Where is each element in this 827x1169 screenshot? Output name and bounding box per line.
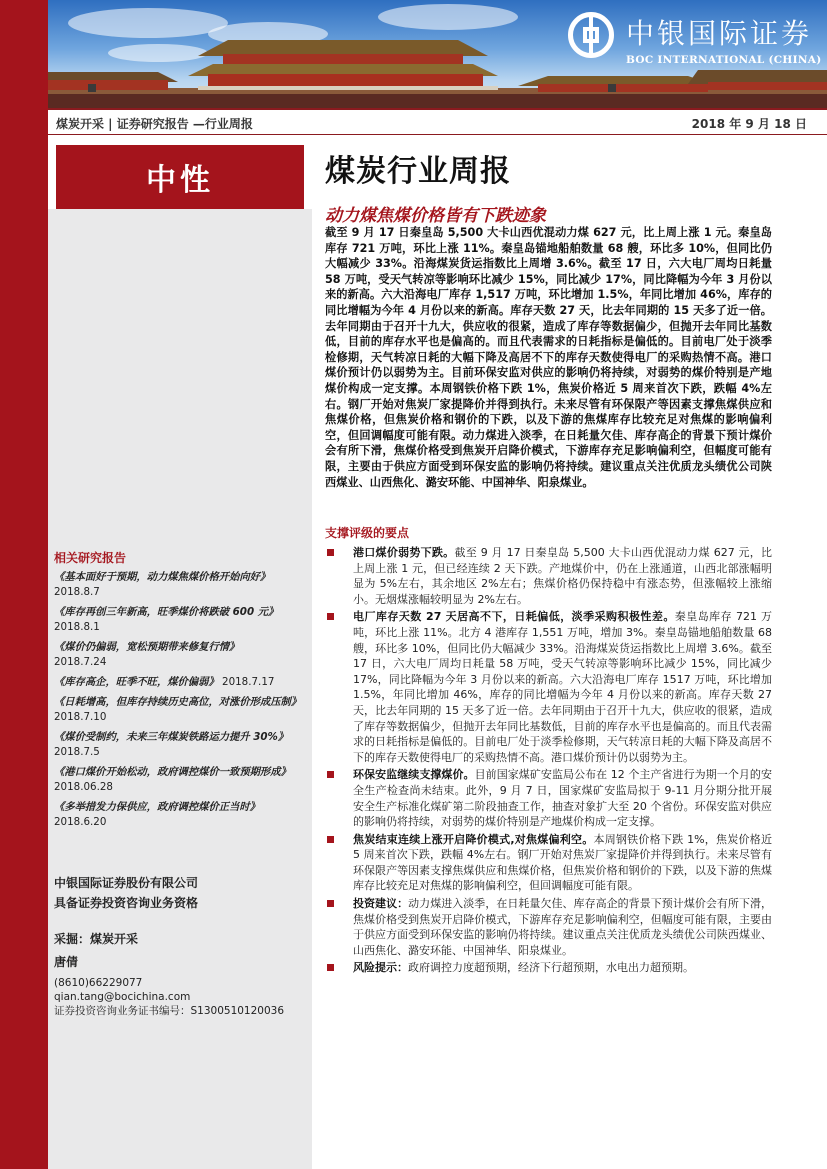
left-accent-bar [0, 0, 48, 1169]
key-point-text: 动力煤进入淡季，在日耗量欠佳、库存高企的背景下预计煤价会有所下滑，焦煤价格受到焦炭开启降价模式，下游库存充足影响偏利空，但幅度可能有限，主要由于供应方面受到环保安监的影响仍将持续。建议重点关注优质龙头绩优公司陕西煤业、山西焦化、潞安环能、中国神华、阳泉煤业。 [353, 897, 773, 957]
analyst-name: 唐倩 [54, 955, 79, 969]
bullet-square-icon [327, 836, 334, 843]
related-reports-heading: 相关研究报告 [54, 551, 127, 565]
bullet-square-icon [327, 549, 334, 556]
bullet-square-icon [327, 771, 334, 778]
brand-logo [568, 10, 827, 72]
key-point [325, 609, 772, 765]
company-name: 中银国际证券股份有限公司 [54, 876, 199, 890]
brand-name-cn: 中银国际证券 [626, 17, 813, 50]
rating-badge [56, 145, 304, 209]
key-point-text: 秦皇岛库存 721 万吨，环比上涨 11%。北方 4 港库存 1,551 万吨，增加 3%。秦皇岛锚地船舶数量 68 艘，环比多 10%，但同比仍大幅减少 33%。沿海煤炭货运指数比上周增 3.6%。截至 17 日，六大电厂周均日耗量 58 万吨，受天气转凉等影响环比减少 15%，同比减少 17%，同比降幅为今年 3 月份以来的新高。六大沿海电厂库存 1517 万吨，环比增加 1.5%，年同比增加 46%，库存的同比增幅为今年 4 月份以来的新高。库存天数 27 天，比去年同期的 15 天多了近一倍。去年同期由于召开十九大，供应收的很紧，造成了库存等数据偏少，但抛开去年同比基数低，目前的库存水平也是偏高的。而且代表需求的日耗指标是偏低的。目前电厂处于淡季检修期，天气转凉日耗的大幅下降及高居不下的库存天数使得电厂的采购热情不高。港口煤价预计仍以弱势为主。 [353, 610, 772, 764]
report-category: 煤炭开采 | 证券研究报告 —行业周报 [56, 117, 253, 131]
key-point [325, 960, 772, 976]
related-report-date: 2018.8.7 [54, 586, 100, 598]
company-qualification: 具备证券投资咨询业务资格 [54, 896, 199, 910]
analyst-email[interactable]: qian.tang@bocichina.com [54, 991, 191, 1003]
section-heading: 支撑评级的要点 [325, 526, 410, 540]
related-report-date: 2018.7.17 [222, 676, 275, 688]
related-report-item[interactable] [54, 640, 308, 670]
key-point-lead: 电厂库存天数 27 天居高不下，日耗偏低，淡季采购积极性差。 [353, 610, 675, 624]
related-report-title: 《基本面好于预期，动力煤焦煤价格开始向好》 [54, 571, 271, 583]
related-report-date: 2018.6.20 [54, 816, 107, 828]
boc-logo-icon [568, 12, 614, 58]
key-point [325, 767, 772, 829]
key-point-text: 政府调控力度超预期，经济下行超预期，水电出力超预期。 [408, 961, 694, 975]
company-info [54, 873, 198, 913]
key-point-lead: 环保安监继续支撑煤价。 [353, 768, 475, 782]
analyst-license: 证券投资咨询业务证书编号：S1300510120036 [54, 1005, 285, 1017]
related-report-item[interactable] [54, 730, 308, 760]
related-report-item[interactable] [54, 570, 308, 600]
related-report-title: 《煤价仍偏弱，宽松预期带来修复行情》 [54, 641, 240, 653]
related-reports [54, 549, 308, 835]
related-report-date: 2018.8.1 [54, 621, 100, 633]
key-point-lead: 焦炭结束连续上涨开启降价模式,对焦煤偏利空。 [353, 832, 594, 846]
key-point-lead: 港口煤价弱势下跌。 [353, 546, 455, 559]
related-report-date: 2018.7.24 [54, 656, 107, 668]
bullet-square-icon [327, 613, 334, 620]
header-banner [48, 0, 827, 108]
key-point-lead: 投资建议： [353, 897, 409, 911]
key-point-text: 截至 9 月 17 日秦皇岛 5,500 大卡山西优混动力煤 627 元，比上周上涨 1 元，但已经连续 2 天下跌。产地煤价中，仍在上涨通道，山西北部涨幅明显为 5%左右，其余地区 2%左右；焦煤价格仍保持稳中有涨态势，但涨幅较上涨缩小。无烟煤涨幅较明显为 2%左右。 [353, 546, 773, 606]
related-report-date: 2018.06.28 [54, 781, 113, 793]
related-report-item[interactable] [54, 675, 308, 690]
related-report-title: 《多举措发力保供应，政府调控煤价正当时》 [54, 801, 260, 813]
related-report-item[interactable] [54, 695, 308, 725]
report-subtitle: 动力煤焦煤价格皆有下跌迹象 [325, 206, 546, 226]
bullet-square-icon [327, 900, 334, 907]
key-point-text: 目前国家煤矿安监局公布在 12 个主产省进行为期一个月的安全生产检查尚未结束。此外，9 月 7 日，国家煤矿安监局拟于 9-11 月分期分批开展安全生产标准化煤矿第二阶段抽查工作，抽查对象扩大至 20 个省份。环保安监对供应的影响仍将持续，对弱势的煤价特别是产地煤价构成一定支撑。 [353, 768, 772, 829]
related-report-item[interactable] [54, 765, 308, 795]
key-point [325, 832, 772, 894]
rating-label: 中性 [146, 163, 214, 198]
related-report-item[interactable] [54, 800, 308, 830]
analyst-sector: 采掘：煤炭开采 [54, 932, 139, 946]
header-divider-bottom [48, 134, 827, 135]
related-report-date: 2018.7.5 [54, 746, 100, 758]
bullet-square-icon [327, 964, 334, 971]
analyst-phone: (8610)66229077 [54, 977, 143, 989]
key-point [325, 545, 772, 607]
brand-name-en: BOC INTERNATIONAL (CHINA) [626, 54, 822, 66]
related-report-title: 《日耗增高，但库存持续历史高位，对涨价形成压制》 [54, 696, 302, 708]
analyst-info [54, 930, 308, 1018]
key-point [325, 896, 772, 958]
related-report-title: 《港口煤价开始松动，政府调控煤价一致预期形成》 [54, 766, 291, 778]
related-report-title: 《库存再创三年新高，旺季煤价将跌破 600 元》 [54, 606, 279, 618]
report-title: 煤炭行业周报 [325, 154, 511, 189]
key-point-lead: 风险提示： [353, 961, 408, 975]
report-date: 2018 年 9 月 18 日 [691, 117, 807, 131]
key-points-list [325, 545, 772, 978]
related-report-title: 《煤价受制约，未来三年煤炭铁路运力提升 30%》 [54, 731, 289, 743]
key-point-text: 本周钢铁价格下跌 1%，焦炭价格近 5 周来首次下跌，跌幅 4%左右。钢厂开始对焦炭厂家提降价并得到执行。未来尽管有环保限产等因素支撑焦煤供应和焦煤价格，但焦炭价格和钢价的下跌，以及下游的焦煤库存比较充足对焦煤的影响偏利空，但回调幅度可能有限。 [353, 832, 772, 893]
related-report-date: 2018.7.10 [54, 711, 107, 723]
related-report-title: 《库存高企，旺季不旺，煤价偏弱》 [54, 676, 219, 688]
header-divider [48, 108, 827, 110]
summary-paragraph: 截至 9 月 17 日秦皇岛 5,500 大卡山西优混动力煤 627 元，比上周上涨 1 元。秦皇岛库存 721 万吨，环比上涨 11%。秦皇岛锚地船舶数量 68 艘，环比多 10%，但同比仍大幅减少 33%。沿海煤炭货运指数比上周增 3.6%。截至 17 日，六大电厂周均日耗量 58 万吨，受天气转凉等影响环比减少 15%，同比减少 17%，同比降幅为今年 3 月份以来的新高。六大沿海电厂库存 1,517 万吨，环比增加 1.5%，年同比增加 46%，库存的同比增幅为今年 4 月份以来的新高。库存天数 27 天，比去年同期的 15 天多了近一倍。去年同期由于召开十九大，供应收的很紧，造成了库存等数据偏少，但抛开去年同比基数低，目前的库存水平也是偏高的。而且代表需求的日耗指标是偏低的。目前电厂处于淡季检修期，天气转凉日耗的大幅下降及高居不下的库存天数使得电厂的采购热情不高。港口煤价预计仍以弱势为主。目前环保安监对供应的影响仍将持续，对弱势的煤价特别是产地煤价构成一定支撑。本周钢铁价格下跌 1%，焦炭价格近 5 周来首次下跌，跌幅 4%左右。钢厂开始对焦炭厂家提降价并得到执行。未来尽管有环保限产等因素支撑焦煤供应和焦煤价格，但焦炭价格和钢价的下跌，以及下游的焦煤库存比较充足对焦煤的影响偏利空，但回调幅度可能有限。动力煤进入淡季，在日耗量欠佳、库存高企的背景下预计煤价会有所下滑，焦煤价格受到焦炭开启降价模式，下游库存充足影响偏利空，但幅度可能有限，主要由于供应方面受到环保安监的影响仍将持续。建议重点关注优质龙头绩优公司陕西煤业、山西焦化、潞安环能、中国神华、阳泉煤业。 [325, 226, 772, 489]
related-report-item[interactable] [54, 605, 308, 635]
